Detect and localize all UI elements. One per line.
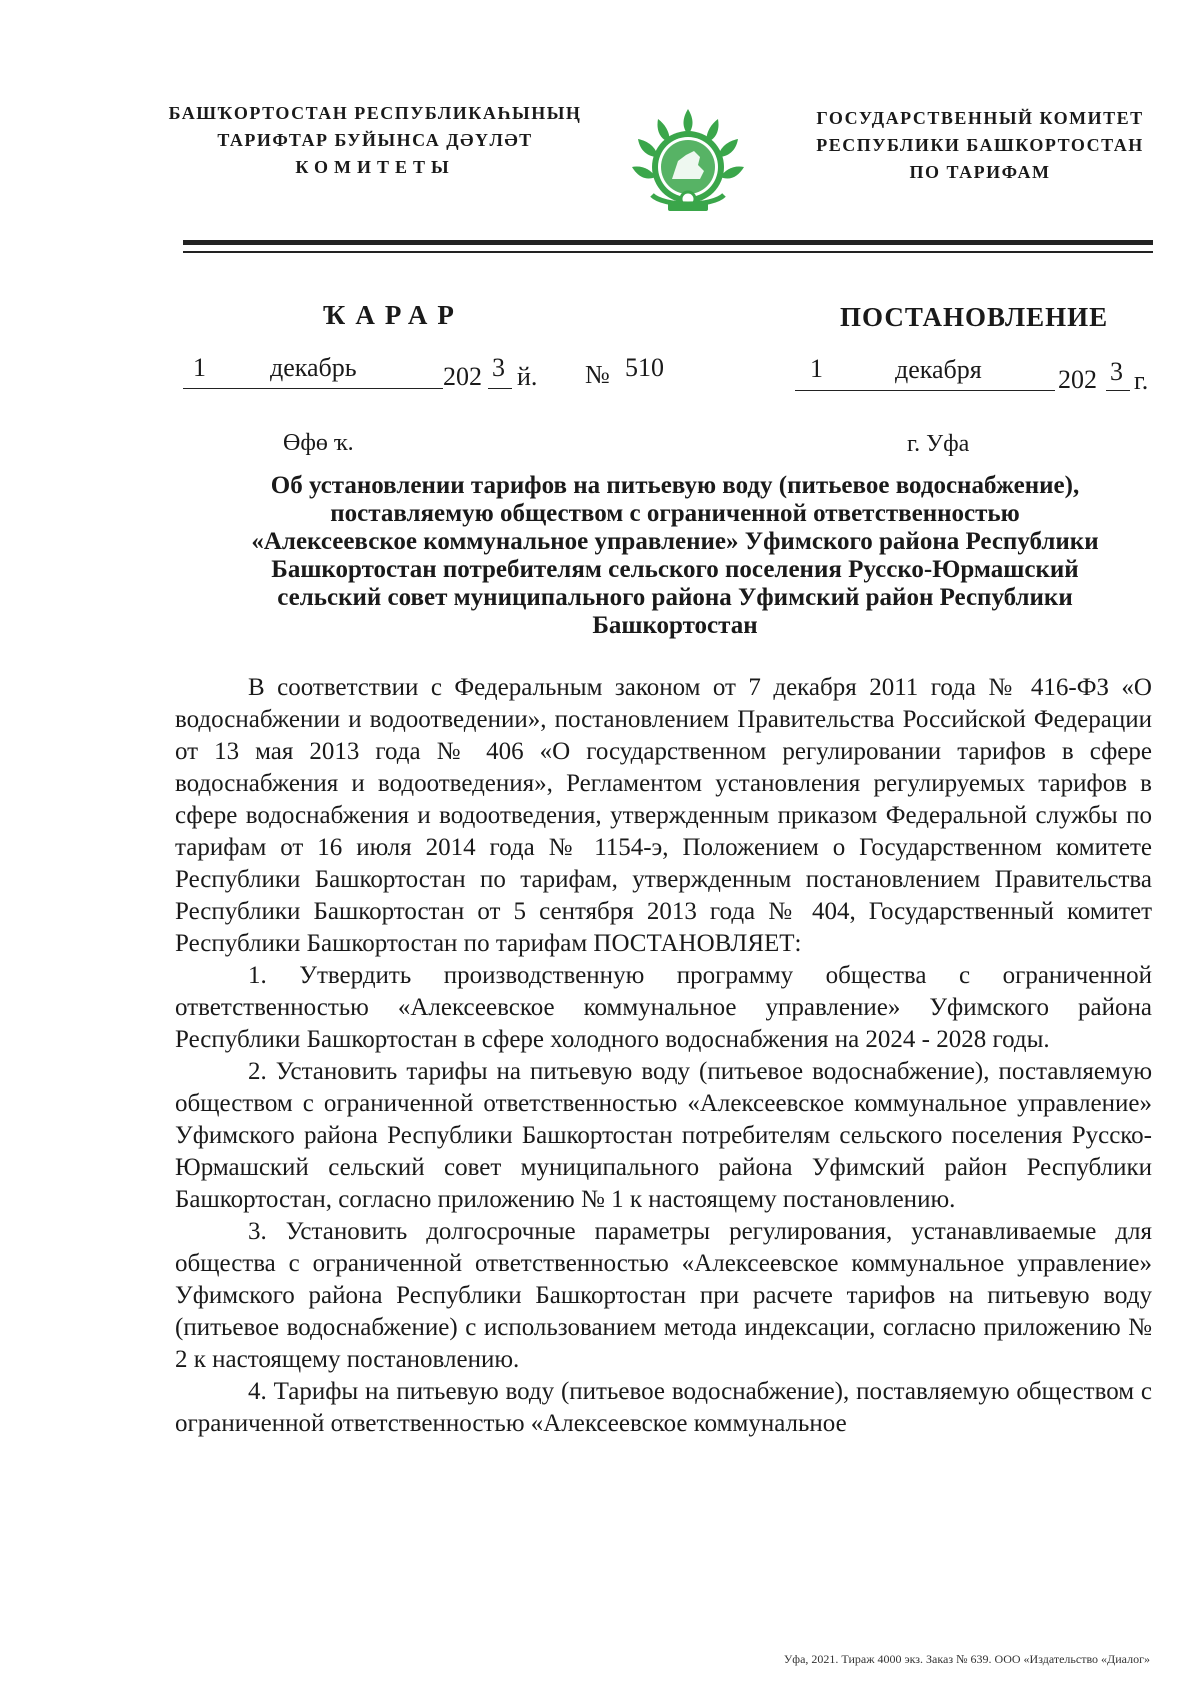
clause-3-paragraph: 3. Установить долгосрочные параметры регулирования, устанавливаемые для общества с ограниченной ответственностью «Алексеевское коммунальное управление» Уфимского района Республики Башкортостан при расчете тарифов на питьевую воду (питьевое водоснабжение) с использованием метода индексации, согласно приложению № 2 к настоящему постановлению. xyxy=(175,1218,1152,1373)
number-sign: № xyxy=(585,360,610,389)
date-left-suffix: й. xyxy=(517,362,538,391)
header-left-line-2: ТАРИФТАР БУЙЫНСА ДӘҮЛӘТ xyxy=(217,130,533,150)
header-right-line-1: ГОСУДАРСТВЕННЫЙ КОМИТЕТ xyxy=(816,108,1144,128)
date-left-month: декабрь xyxy=(270,353,357,382)
title-line: сельский совет муниципального района Уфимский район Республики xyxy=(277,584,1073,611)
print-imprint-footer: Уфа, 2021. Тираж 4000 экз. Заказ № 639. ООО «Издательство «Диалог» xyxy=(783,1652,1150,1666)
date-left-year-underline xyxy=(488,388,512,389)
doc-type-bashkir: ҠАРАР xyxy=(323,300,464,330)
clause-1-paragraph: 1. Утвердить производственную программу общества с ограниченной ответственностью «Алексеевское коммунальное управление» Уфимского района Республики Башкортостан в сфере холодного водоснабжения на 2024 - 2028 годы. xyxy=(175,962,1152,1053)
header-right-russian xyxy=(790,105,1170,186)
date-right-suffix: г. xyxy=(1134,366,1149,395)
header-divider-thin xyxy=(183,251,1153,253)
date-left-underline xyxy=(183,388,443,389)
title-line: «Алексеевское коммунальное управление» Уфимского района Республики xyxy=(251,528,1099,555)
clause-4-paragraph: 4. Тарифы на питьевую воду (питьевое водоснабжение), поставляемую обществом с ограниченной ответственностью «Алексеевское коммунальное xyxy=(175,1378,1152,1437)
bashkortostan-emblem-icon xyxy=(628,105,748,221)
document-body xyxy=(175,672,1152,1440)
date-right-year-digit: 3 xyxy=(1110,357,1123,386)
title-line: Об установлении тарифов на питьевую воду (питьевое водоснабжение), xyxy=(270,472,1080,499)
title-line: поставляемую обществом с ограниченной ответственностью xyxy=(330,500,1020,527)
date-left-year-prefix: 202 xyxy=(443,362,482,391)
header-left-line-1: БАШҠОРТОСТАН РЕСПУБЛИКАҺЫНЫҢ xyxy=(168,103,582,123)
date-left-day: 1 xyxy=(193,353,206,382)
city-russian: г. Уфа xyxy=(907,431,970,457)
date-right-underline xyxy=(795,390,1055,391)
doc-type-russian: ПОСТАНОВЛЕНИЕ xyxy=(840,302,1109,332)
header-left-line-3: КОМИТЕТЫ xyxy=(295,157,455,177)
header-right-line-3: ПО ТАРИФАМ xyxy=(909,162,1051,182)
title-line: Башкортостан xyxy=(592,612,758,639)
clause-2-paragraph: 2. Установить тарифы на питьевую воду (питьевое водоснабжение), поставляемую обществом с ограниченной ответственностью «Алексеевское коммунальное управление» Уфимского района Республики Башкортостан потребителям сельского поселения Русско-Юрмашский сельский совет муниципального района Уфимский район Республики Башкортостан, согласно приложению № 1 к настоящему постановлению. xyxy=(175,1058,1152,1213)
header-left-bashkir xyxy=(160,100,590,181)
preamble-paragraph: В соответствии с Федеральным законом от 7 декабря 2011 года № 416-ФЗ «О водоснабжении и водоотведении», постановлением Правительства Российской Федерации от 13 мая 2013 года № 406 «О государственном регулировании тарифов в сфере водоснабжения и водоотведения», Регламентом установления регулируемых тарифов в сфере водоснабжения и водоотведения, утвержденным приказом Федеральной службы по тарифам от 16 июля 2014 года № 1154-э, Положением о Государственном комитете Республики Башкортостан по тарифам, утвержденным постановлением Правительства Республики Башкортостан от 5 сентября 2013 года № 404, Государственный комитет Республики Башкортостан по тарифам ПОСТАНОВЛЯЕТ: xyxy=(175,674,1152,957)
title-line: Башкортостан потребителям сельского поселения Русско-Юрмашский xyxy=(271,556,1079,583)
document-title xyxy=(175,472,1175,640)
date-right-year-prefix: 202 xyxy=(1058,365,1097,394)
header-divider-thick xyxy=(183,240,1153,245)
date-right-month: декабря xyxy=(895,355,982,384)
header-right-line-2: РЕСПУБЛИКИ БАШКОРТОСТАН xyxy=(816,135,1144,155)
date-right-day: 1 xyxy=(810,354,823,383)
date-left-year-digit: 3 xyxy=(492,353,505,382)
city-bashkir: Өфө ҡ. xyxy=(283,430,354,456)
date-right-year-underline xyxy=(1106,390,1130,391)
number-value: 510 xyxy=(625,353,664,382)
